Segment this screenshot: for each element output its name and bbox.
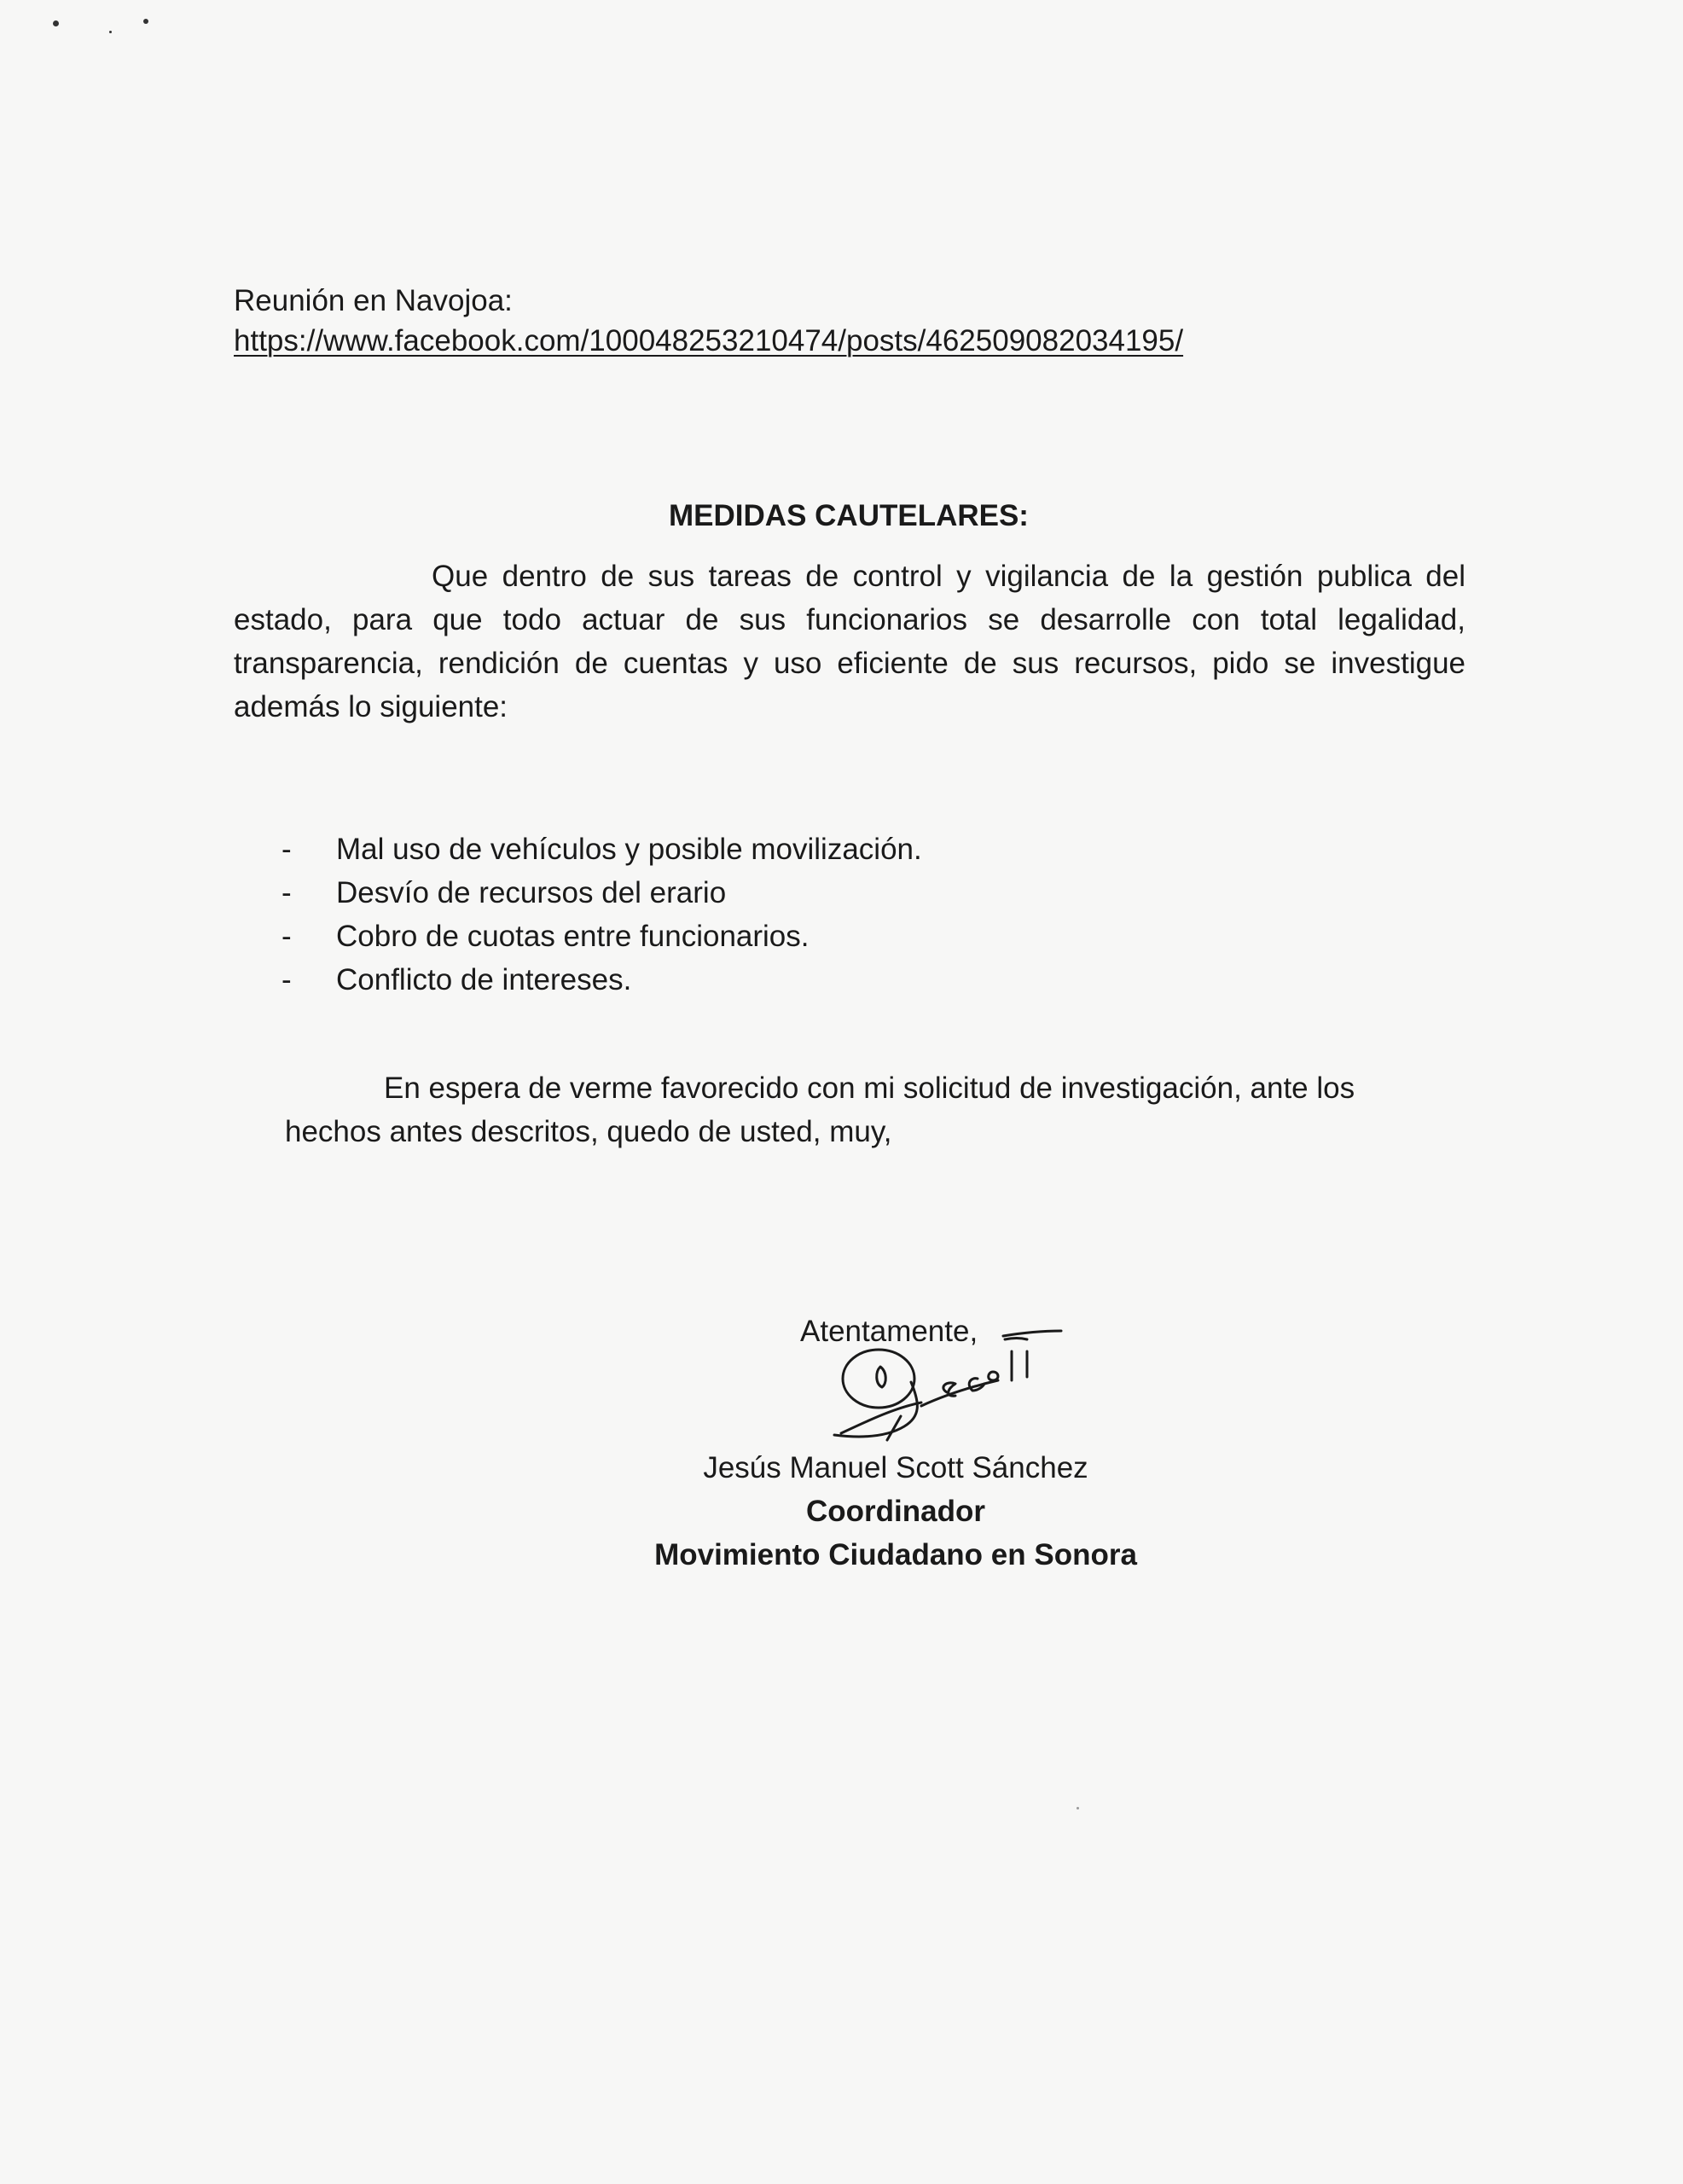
meeting-label: Reunión en Navojoa: <box>234 284 513 317</box>
list-bullet: - <box>281 833 292 866</box>
list-item-text: Mal uso de vehículos y posible movilización. <box>336 833 922 866</box>
request-paragraph: Que dentro de sus tareas de control y vigilancia de la gestión publica del estado, para que todo actuar de sus funcionarios se desarrolle con total legalidad, transparencia, rendición de cuentas y uso eficiente de sus recursos, pido se investigue además lo siguiente: <box>234 560 1465 723</box>
list-bullet: - <box>281 876 292 909</box>
facebook-post-link[interactable]: https://www.facebook.com/100048253210474/posts/462509082034195/ <box>234 324 1184 357</box>
list-item-text: Desvío de recursos del erario <box>336 876 727 909</box>
scan-speck <box>143 19 148 24</box>
salutation: Atentamente, <box>800 1315 978 1348</box>
list-item <box>281 915 922 958</box>
section-title: MEDIDAS CAUTELARES: <box>669 499 1029 532</box>
list-item <box>281 958 922 1002</box>
list-item <box>281 871 922 915</box>
list-item-text: Cobro de cuotas entre funcionarios. <box>336 920 810 953</box>
scan-speck <box>53 20 59 26</box>
scan-speck <box>1077 1807 1079 1809</box>
list-bullet: - <box>281 920 292 953</box>
signer-organization: Movimiento Ciudadano en Sonora <box>654 1538 1137 1571</box>
scan-speck <box>109 31 112 33</box>
list-item <box>281 828 922 871</box>
list-bullet: - <box>281 963 292 996</box>
handwritten-signature <box>819 1321 1066 1449</box>
closing-paragraph: En espera de verme favorecido con mi solicitud de investigación, ante los hechos antes descritos, quedo de usted, muy, <box>285 1072 1355 1148</box>
signer-name: Jesús Manuel Scott Sánchez <box>703 1451 1088 1484</box>
list-item-text: Conflicto de intereses. <box>336 963 632 996</box>
signer-role: Coordinador <box>806 1495 985 1528</box>
investigation-list <box>281 828 922 1002</box>
